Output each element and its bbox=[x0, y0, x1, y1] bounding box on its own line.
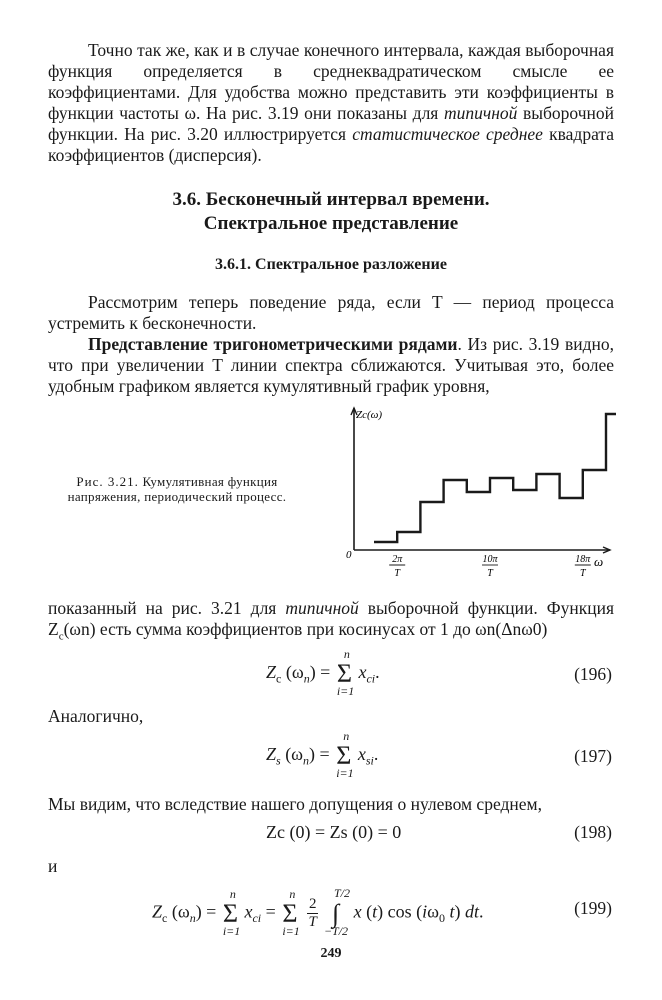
section-heading-line2: Спектральное представление bbox=[203, 213, 459, 234]
equation-number: (198) bbox=[574, 822, 612, 842]
x-tick-label bbox=[389, 554, 405, 579]
y-axis-label: Zc(ω) bbox=[356, 409, 383, 421]
series-line bbox=[374, 414, 616, 542]
x-ticks bbox=[389, 554, 591, 579]
equation-number: (199) bbox=[574, 898, 612, 918]
svg-text:T: T bbox=[394, 568, 400, 579]
equation-199-body: $Z_c$ $(\omega_n)$ = n Σ i=1 $x_{ci}$ = n Σ i=1 $\frac{2}{T}$ T/2 ∫ −T/2 x (t) $\cos (i\omega_0$ t) dt. bbox=[152, 885, 484, 938]
equation-196-body: $Z_c$ $(\omega_n)$ = n Σ i=1 $x_{ci}$. bbox=[266, 646, 380, 698]
paragraph-intro: Точно так же, как и в случае конечного интервала, каждая выборочная функция определяется в среднеквадратическом смысле ее коэффициентами. Для удобства можно представить эти коэффициенты в функции частоты ω. На рис. 3.19 они показаны для типичной выборочной функции. На рис. 3.20 иллюстрируется статистическое среднее квадрата коэффициентов (дисперсия). bbox=[48, 40, 615, 165]
figure-caption-label: Рис. 3.21. bbox=[76, 474, 139, 489]
svg-text:T: T bbox=[580, 568, 586, 579]
figure-caption bbox=[50, 474, 304, 504]
equation-number: (196) bbox=[574, 664, 612, 684]
figure-caption-text: Кумулятивная функция напряжения, периодический процесс. bbox=[67, 474, 287, 504]
x-tick-label bbox=[575, 554, 591, 579]
page-number: 249 bbox=[320, 946, 342, 961]
paragraph-limit: Рассмотрим теперь поведение ряда, если T — период процесса устремить к бесконечности. bbox=[48, 292, 614, 333]
svg-text:T: T bbox=[487, 568, 493, 579]
svg-text:18π: 18π bbox=[575, 554, 591, 565]
equation-number: (197) bbox=[574, 746, 612, 766]
x-axis-label: ω bbox=[594, 554, 604, 569]
chart-axes bbox=[351, 408, 610, 553]
cumulative-chart bbox=[326, 400, 616, 588]
interlude-we-see: Мы видим, что вследствие нашего допущения о нулевом среднем, bbox=[48, 794, 542, 814]
equation-198-body: Zc (0) = Zs (0) = 0 bbox=[266, 822, 402, 842]
interlude-analog: Аналогично, bbox=[48, 706, 144, 726]
equation-197-body: $Z_s$ $(\omega_n)$ = n Σ i=1 $x_{si}$. bbox=[266, 728, 379, 780]
interlude-and: и bbox=[48, 856, 58, 876]
section-heading bbox=[0, 188, 662, 236]
subsection-heading: 3.6.1. Спектральное разложение bbox=[215, 256, 447, 273]
paragraph-trig-series: Представление тригонометрическими рядами. Из рис. 3.19 видно, что при увеличении T линии спектра сближаются. Учитывая это, более удобным графиком является кумулятивный график уровня, bbox=[48, 334, 614, 396]
paragraph-figure-ref: показанный на рис. 3.21 для типичной выборочной функции. Функция $Z_c(\omega n)$ есть сумма коэффициентов при косинусах от 1 до ωn(Δnω0) bbox=[48, 598, 614, 643]
svg-text:10π: 10π bbox=[482, 554, 498, 565]
section-heading-line1: 3.6. Бесконечный интервал времени. bbox=[172, 189, 490, 210]
svg-text:2π: 2π bbox=[392, 554, 403, 565]
origin-label: 0 bbox=[346, 549, 352, 561]
x-tick-label bbox=[482, 554, 498, 579]
